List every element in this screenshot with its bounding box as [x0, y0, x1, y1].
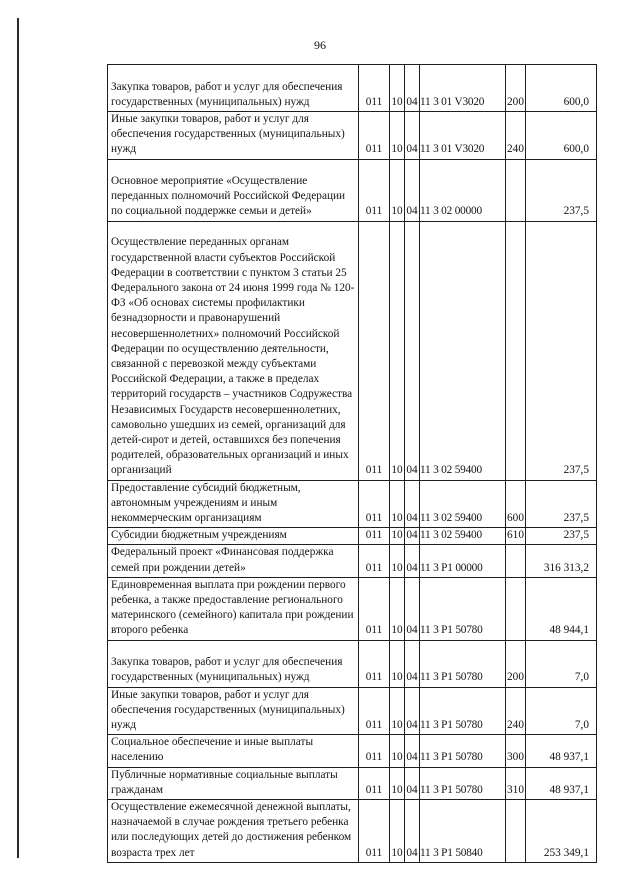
- row-name-cell: Осуществление ежемесячной денежной выплаты, назначаемой в случае рождения третьего ребенка или последующих детей до достижения ребенком возраста трех лет: [108, 800, 359, 863]
- table-row: [108, 221, 597, 480]
- row-section-code: 10: [390, 112, 405, 160]
- row-amount: 237,5: [526, 480, 597, 528]
- row-target-article-code: 11 3 01 V3020: [420, 112, 506, 160]
- row-expense-type-code: [506, 221, 526, 480]
- row-amount: 7,0: [526, 640, 597, 687]
- row-expense-type-code: [506, 159, 526, 221]
- table-row: [108, 528, 597, 545]
- row-subsection-code: 04: [405, 640, 420, 687]
- row-grbs-code: 011: [359, 480, 390, 528]
- row-grbs-code: 011: [359, 735, 390, 767]
- row-expense-type-code: 200: [506, 65, 526, 112]
- row-amount: 237,5: [526, 159, 597, 221]
- table-row: [108, 65, 597, 112]
- row-target-article-code: 11 3 P1 50780: [420, 640, 506, 687]
- row-grbs-code: 011: [359, 545, 390, 577]
- row-target-article-code: 11 3 01 V3020: [420, 65, 506, 112]
- row-grbs-code: 011: [359, 112, 390, 160]
- row-expense-type-code: [506, 577, 526, 640]
- row-name-cell: Иные закупки товаров, работ и услуг для обеспечения государственных (муниципальных) нужд: [108, 112, 359, 160]
- row-name-cell: Единовременная выплата при рождении первого ребенка, а также предоставление регионального материнского (семейного) капитала при рождении второго ребенка: [108, 577, 359, 640]
- row-amount: 600,0: [526, 112, 597, 160]
- table-row: [108, 577, 597, 640]
- budget-table: [107, 64, 597, 863]
- row-expense-type-code: 300: [506, 735, 526, 767]
- row-expense-type-code: 610: [506, 528, 526, 545]
- row-name-cell: Иные закупки товаров, работ и услуг для обеспечения государственных (муниципальных) нужд: [108, 687, 359, 735]
- row-grbs-code: 011: [359, 800, 390, 863]
- row-name-cell: Осуществление переданных органам государственной власти субъектов Российской Федерации в соответствии с пунктом 3 статьи 25 Федерального закона от 24 июня 1999 года № 120-ФЗ «Об основах системы профилактики безнадзорности и правонарушений несовершеннолетних» полномочий Российской Федерации по осуществлению деятельности, связанной с перевозкой между субъектами Российской Федерации, а также в пределах территорий государств – участников Содружества Независимых Государств несовершеннолетних, самовольно ушедших из семей, организаций для детей-сирот и детей, оставшихся без попечения родителей, образовательных организаций и иных организаций: [108, 221, 359, 480]
- row-expense-type-code: 240: [506, 112, 526, 160]
- table-row: [108, 767, 597, 799]
- row-subsection-code: 04: [405, 221, 420, 480]
- row-expense-type-code: [506, 800, 526, 863]
- row-amount: 48 937,1: [526, 735, 597, 767]
- row-subsection-code: 04: [405, 112, 420, 160]
- table-row: [108, 545, 597, 577]
- row-section-code: 10: [390, 159, 405, 221]
- row-amount: 253 349,1: [526, 800, 597, 863]
- row-target-article-code: 11 3 P1 50780: [420, 577, 506, 640]
- row-section-code: 10: [390, 65, 405, 112]
- row-grbs-code: 011: [359, 577, 390, 640]
- row-section-code: 10: [390, 577, 405, 640]
- row-section-code: 10: [390, 767, 405, 799]
- row-target-article-code: 11 3 02 59400: [420, 480, 506, 528]
- row-section-code: 10: [390, 545, 405, 577]
- row-subsection-code: 04: [405, 159, 420, 221]
- row-section-code: 10: [390, 528, 405, 545]
- row-target-article-code: 11 3 02 59400: [420, 221, 506, 480]
- row-expense-type-code: 200: [506, 640, 526, 687]
- row-grbs-code: 011: [359, 65, 390, 112]
- row-name-cell: Основное мероприятие «Осуществление переданных полномочий Российской Федерации по социальной поддержке семьи и детей»: [108, 159, 359, 221]
- row-subsection-code: 04: [405, 735, 420, 767]
- row-amount: 237,5: [526, 528, 597, 545]
- row-target-article-code: 11 3 P1 50780: [420, 767, 506, 799]
- budget-table-body: [108, 65, 597, 863]
- row-subsection-code: 04: [405, 480, 420, 528]
- row-target-article-code: 11 3 P1 50840: [420, 800, 506, 863]
- table-row: [108, 159, 597, 221]
- row-amount: 316 313,2: [526, 545, 597, 577]
- row-name-cell: Закупка товаров, работ и услуг для обеспечения государственных (муниципальных) нужд: [108, 65, 359, 112]
- row-target-article-code: 11 3 P1 50780: [420, 687, 506, 735]
- row-grbs-code: 011: [359, 640, 390, 687]
- table-row: [108, 687, 597, 735]
- row-grbs-code: 011: [359, 528, 390, 545]
- row-name-cell: Субсидии бюджетным учреждениям: [108, 528, 359, 545]
- row-amount: 237,5: [526, 221, 597, 480]
- table-row: [108, 480, 597, 528]
- row-target-article-code: 11 3 P1 00000: [420, 545, 506, 577]
- row-section-code: 10: [390, 687, 405, 735]
- row-subsection-code: 04: [405, 577, 420, 640]
- row-section-code: 10: [390, 221, 405, 480]
- row-subsection-code: 04: [405, 687, 420, 735]
- page-number: 96: [314, 38, 326, 52]
- row-section-code: 10: [390, 800, 405, 863]
- row-expense-type-code: 310: [506, 767, 526, 799]
- row-expense-type-code: [506, 545, 526, 577]
- row-name-cell: Предоставление субсидий бюджетным, автономным учреждениям и иным некоммерческим организациям: [108, 480, 359, 528]
- row-grbs-code: 011: [359, 767, 390, 799]
- row-name-cell: Публичные нормативные социальные выплаты гражданам: [108, 767, 359, 799]
- row-section-code: 10: [390, 640, 405, 687]
- row-subsection-code: 04: [405, 800, 420, 863]
- row-name-cell: Федеральный проект «Финансовая поддержка семей при рождении детей»: [108, 545, 359, 577]
- row-target-article-code: 11 3 P1 50780: [420, 735, 506, 767]
- row-expense-type-code: 240: [506, 687, 526, 735]
- row-grbs-code: 011: [359, 687, 390, 735]
- table-row: [108, 112, 597, 160]
- row-section-code: 10: [390, 735, 405, 767]
- table-row: [108, 735, 597, 767]
- row-section-code: 10: [390, 480, 405, 528]
- row-target-article-code: 11 3 02 00000: [420, 159, 506, 221]
- row-name-cell: Закупка товаров, работ и услуг для обеспечения государственных (муниципальных) нужд: [108, 640, 359, 687]
- row-amount: 48 944,1: [526, 577, 597, 640]
- row-amount: 48 937,1: [526, 767, 597, 799]
- row-subsection-code: 04: [405, 528, 420, 545]
- row-grbs-code: 011: [359, 221, 390, 480]
- table-row: [108, 800, 597, 863]
- row-subsection-code: 04: [405, 767, 420, 799]
- row-name-cell: Социальное обеспечение и иные выплаты населению: [108, 735, 359, 767]
- row-target-article-code: 11 3 02 59400: [420, 528, 506, 545]
- page-edge-rule: [17, 18, 19, 858]
- table-row: [108, 640, 597, 687]
- row-subsection-code: 04: [405, 65, 420, 112]
- row-subsection-code: 04: [405, 545, 420, 577]
- row-amount: 7,0: [526, 687, 597, 735]
- row-amount: 600,0: [526, 65, 597, 112]
- row-grbs-code: 011: [359, 159, 390, 221]
- row-expense-type-code: 600: [506, 480, 526, 528]
